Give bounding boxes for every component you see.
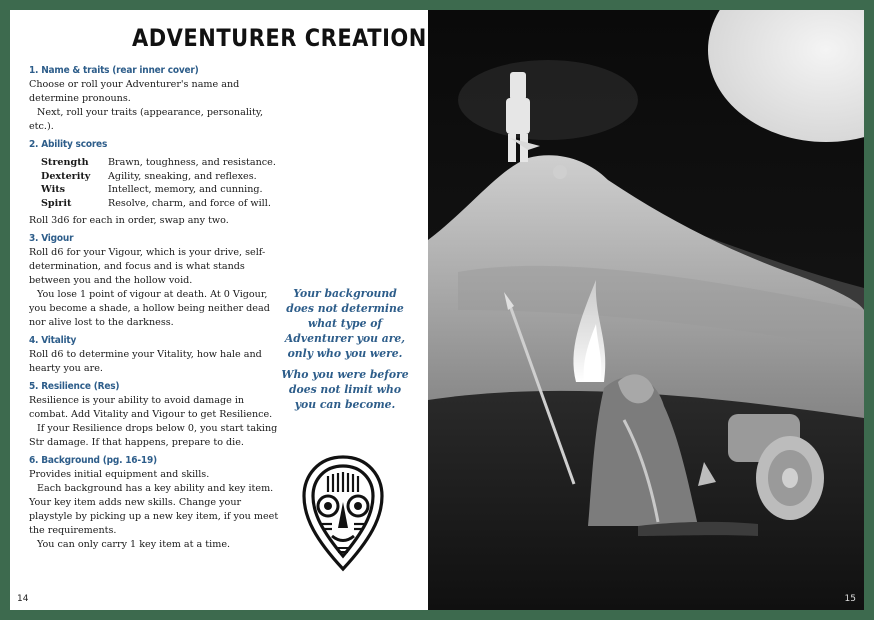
quote-line: Who you were before does not limit who you can become.: [281, 368, 409, 411]
section-paragraph: You lose 1 point of vigour at death. At 0 Vigour, you become a shade, a hollow being neither dead nor alive lost to the darkness.: [29, 289, 270, 329]
ability-desc: Brawn, toughness, and resistance.: [108, 157, 276, 168]
page-title: ADVENTURER CREATION: [132, 24, 427, 52]
section-paragraph: Resilience is your ability to avoid damage in combat. Add Vitality and Vigour to get Resilience.: [29, 395, 273, 421]
section-paragraph: Provides initial equipment and skills.: [29, 469, 210, 481]
left-page: [10, 10, 428, 610]
section-paragraph: Roll d6 to determine your Vitality, how hale and hearty you are.: [29, 349, 262, 375]
section-paragraph: Each background has a key ability and key item. Your key item adds new skills. Change your playstyle by picking up a new key item, if you meet the requirements.: [29, 483, 279, 537]
section-paragraph: If your Resilience drops below 0, you start taking Str damage. If that happens, prepare to die.: [29, 423, 278, 449]
section-paragraph: Roll 3d6 for each in order, swap any two.: [29, 215, 229, 227]
ability-name: Spirit: [41, 197, 72, 209]
page-number-right: 15: [844, 594, 856, 604]
section-heading-vitality: 4. Vitality: [29, 335, 77, 347]
section-heading-vigour: 3. Vigour: [29, 233, 74, 245]
mist: [458, 60, 638, 140]
section-paragraph: You can only carry 1 key item at a time.: [37, 539, 231, 551]
right-page: [428, 10, 864, 610]
table-row: [41, 183, 276, 197]
ability-desc: Resolve, charm, and force of will.: [108, 197, 271, 209]
section-heading-ability-scores: 2. Ability scores: [29, 139, 108, 150]
page-number-left: 14: [17, 594, 29, 604]
ability-desc: Agility, sneaking, and reflexes.: [108, 170, 257, 182]
ability-scores-table: [41, 156, 276, 210]
section-paragraph: Choose or roll your Adventurer's name and determine pronouns.: [29, 79, 240, 104]
ability-name: Wits: [41, 184, 66, 196]
section-heading-background: 6. Background (pg. 16-19): [29, 455, 157, 467]
book-spread: [10, 10, 864, 610]
rules-content: [29, 64, 281, 552]
illustration-adventurer-mountain: [428, 10, 864, 610]
sidebar-quote: [280, 286, 410, 412]
tribal-mask-icon: [298, 452, 388, 574]
ability-desc: Intellect, memory, and cunning.: [108, 184, 263, 196]
table-row: [41, 197, 276, 211]
ability-name: Strength: [41, 157, 89, 168]
section-paragraph: Roll d6 for your Vigour, which is your drive, self-determination, and focus and is what stands between you and the hollow void.: [29, 247, 266, 287]
quote-line: Your background does not determine what type of Adventurer you are, only who you were.: [284, 287, 406, 360]
table-row: [41, 170, 276, 184]
section-heading-name-traits: 1. Name & traits (rear inner cover): [29, 65, 199, 76]
section-paragraph: Next, roll your traits (appearance, personality, etc.).: [29, 107, 264, 132]
table-row: [41, 156, 276, 170]
ability-name: Dexterity: [41, 170, 91, 182]
section-heading-resilience: 5. Resilience (Res): [29, 381, 120, 393]
